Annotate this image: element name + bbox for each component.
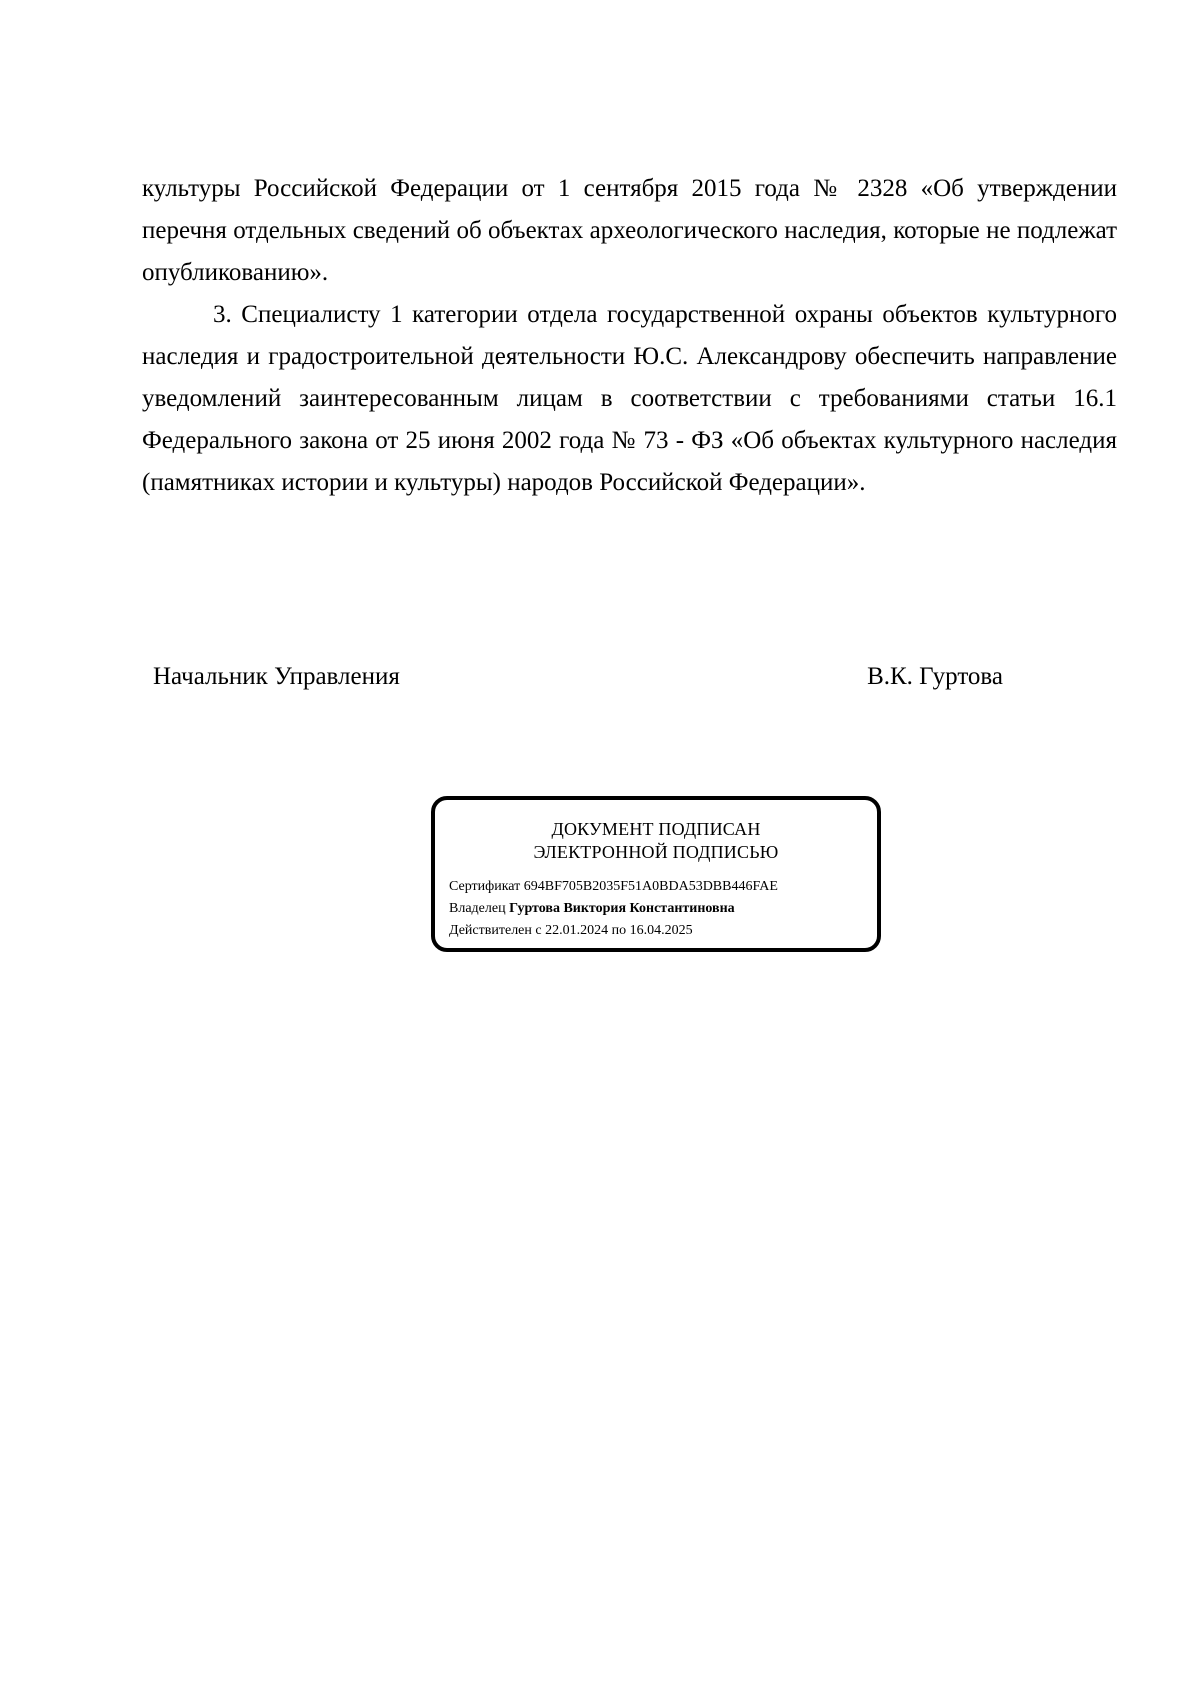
signatory-position: Начальник Управления [153,663,400,690]
valid-to-prefix: по [611,923,627,938]
certificate-value: 694BF705B2035F51A0BDA53DBB446FAE [523,879,778,894]
document-body [142,168,1117,504]
paragraph-continuation: культуры Российской Федерации от 1 сентября 2015 года № 2328 «Об утверждении перечня отдельных сведений об объектах археологического наследия, которые не подлежат опубликованию». [142,175,1117,286]
stamp-title-line-1: ДОКУМЕНТ ПОДПИСАН [551,819,761,839]
valid-from-prefix: с [535,923,542,938]
paragraph-item-3: 3. Специалисту 1 категории отдела государственной охраны объектов культурного наследия и градостроительной деятельности Ю.С. Александрову обеспечить направление уведомлений заинтересованным лицам в соответствии с требованиями статьи 16.1 Федерального закона от 25 июня 2002 года № 73 - ФЗ «Об объектах культурного наследия (памятниках истории и культуры) народов Российской Федерации». [142,301,1117,496]
stamp-certificate-line [449,876,778,898]
electronic-signature-stamp [431,796,881,952]
stamp-title-line-2: ЭЛЕКТРОННОЙ ПОДПИСЬЮ [533,842,779,862]
valid-to-date: 16.04.2025 [629,923,693,938]
stamp-details [449,876,778,942]
owner-label: Владелец [449,901,506,916]
stamp-validity-line [449,920,778,942]
valid-label: Действителен [449,923,532,938]
valid-from-date: 22.01.2024 [545,923,609,938]
owner-value: Гуртова Виктория Константиновна [509,901,735,916]
signatory-name: В.К. Гуртова [867,663,1003,690]
stamp-title [435,818,877,864]
stamp-owner-line [449,898,778,920]
certificate-label: Сертификат [449,879,521,894]
